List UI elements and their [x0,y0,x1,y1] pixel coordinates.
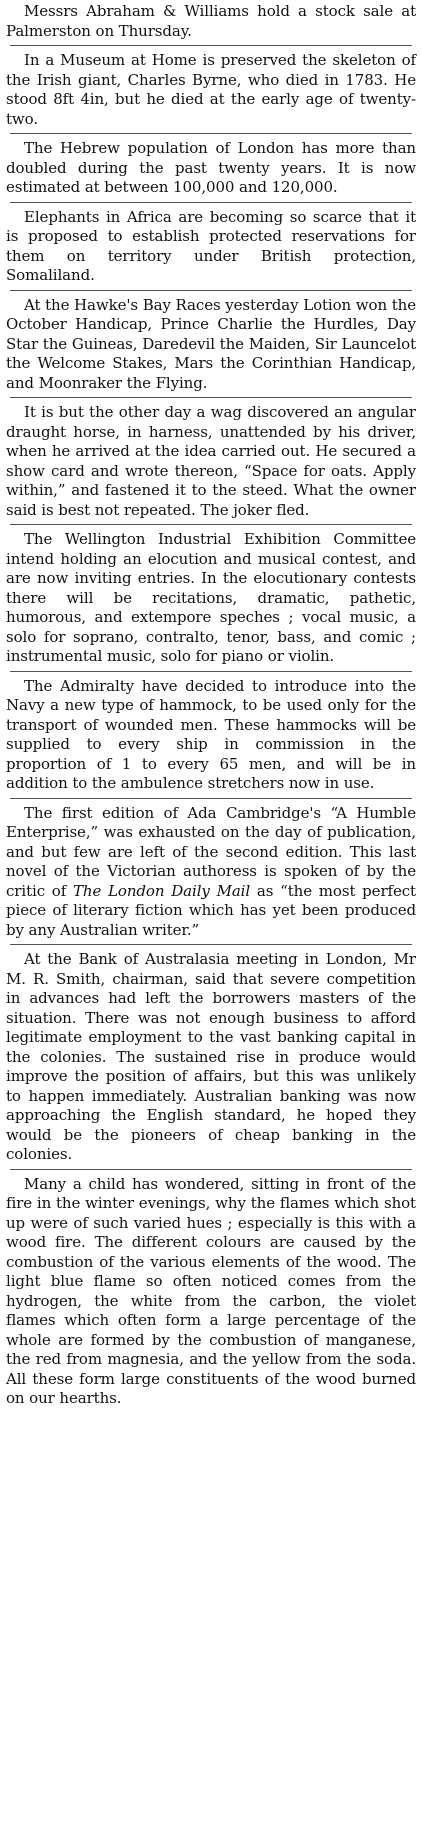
news-item-stock-sale: Messrs Abraham & Williams hold a stock sale at Palmerston on Thursday. [6,2,416,40]
column-rule [10,671,412,672]
news-item-hebrew-population: The Hebrew population of London has more than doubled during the past twenty years. It is now estimated at between 100,000 and 120,000. [6,139,416,196]
column-rule [10,45,412,46]
column-rule [10,944,412,945]
column-rule [10,290,412,291]
column-rule [10,798,412,799]
news-item-elephants: Elephants in Africa are becoming so scarce that it is proposed to establish protected reservations for them on territory under British protection, Somaliland. [6,207,416,284]
news-item-ada-cambridge [6,804,416,941]
news-item-admiralty-hammock: The Admiralty have decided to introduce into the Navy a new type of hammock, to be used only for the transport of wounded men. These hammocks will be supplied to every ship in commission in the proportion of 1 to every 65 men, and will be in addition to the ambulence stretchers now in use. [6,676,416,792]
news-item-draught-horse: It is but the other day a wag discovered an angular draught horse, in harness, unattended by his driver, when he arrived at the idea carried out. He secured a show card and wrote thereon, “Space for oats. Apply within,” and fastened it to the steed. What the owner said is best not repeated. The joker fled. [6,403,416,519]
news-item-bank-of-australasia: At the Bank of Australasia meeting in London, Mr M. R. Smith, chairman, said that severe competition in advances had left the borrowers masters of the situation. There was not enough business to afford legitimate employment to the vast banking capital in the colonies. The sustained rise in produce would improve the position of affairs, but this was unlikely to happen immediately. Australian banking was now approaching the English standard, he hoped they would be the pioneers of cheap banking in the colonies. [6,950,416,1163]
ada-cambridge-text-before: The first edition of Ada Cambridge's “A Humble Enterprise,” was exhausted on the day of publication, and but few are left of the second edition. This last novel of the Victorian authoress is spoken of by the critic of [6,803,416,900]
column-rule [10,397,412,398]
news-item-hawkes-bay-races: At the Hawke's Bay Races yesterday Lotion won the October Handicap, Prince Charlie the Hurdles, Day Star the Guineas, Daredevil the Maiden, Sir Launcelot the Welcome Stakes, Mars the Corinthian Handicap, and Moonraker the Flying. [6,295,416,392]
column-rule [10,133,412,134]
column-rule [10,1169,412,1170]
column-rule [10,524,412,525]
column-rule [10,202,412,203]
news-item-irish-giant: In a Museum at Home is preserved the skeleton of the Irish giant, Charles Byrne, who died in 1783. He stood 8ft 4in, but he died at the early age of twenty-two. [6,51,416,128]
ada-cambridge-text-after: as “the most perfect piece of literary fiction which has yet been produced by any Australian writer.” [6,881,416,939]
news-item-flame-colours: Many a child has wondered, sitting in front of the fire in the winter evenings, why the flames which shot up were of such varied hues ; especially is this with a wood fire. The different colours are caused by the combustion of the various elements of the wood. The light blue flame so often noticed comes from the hydrogen, the white from the carbon, the violet flames which often form a large percentage of the whole are formed by the combustion of manganese, the red from magnesia, and the yellow from the soda. All these form large constituents of the wood burned on our hearths. [6,1174,416,1407]
news-item-wellington-exhibition: The Wellington Industrial Exhibition Committee intend holding an elocution and musical contest, and are now inviting entries. In the elocutionary contests there will be recitations, dramatic, pathetic, humorous, and extempore speches ; vocal music, a solo for soprano, contralto, tenor, bass, and comic ; instrumental music, solo for piano or violin. [6,530,416,665]
newspaper-title-italic: The London Daily Mail [73,881,251,900]
